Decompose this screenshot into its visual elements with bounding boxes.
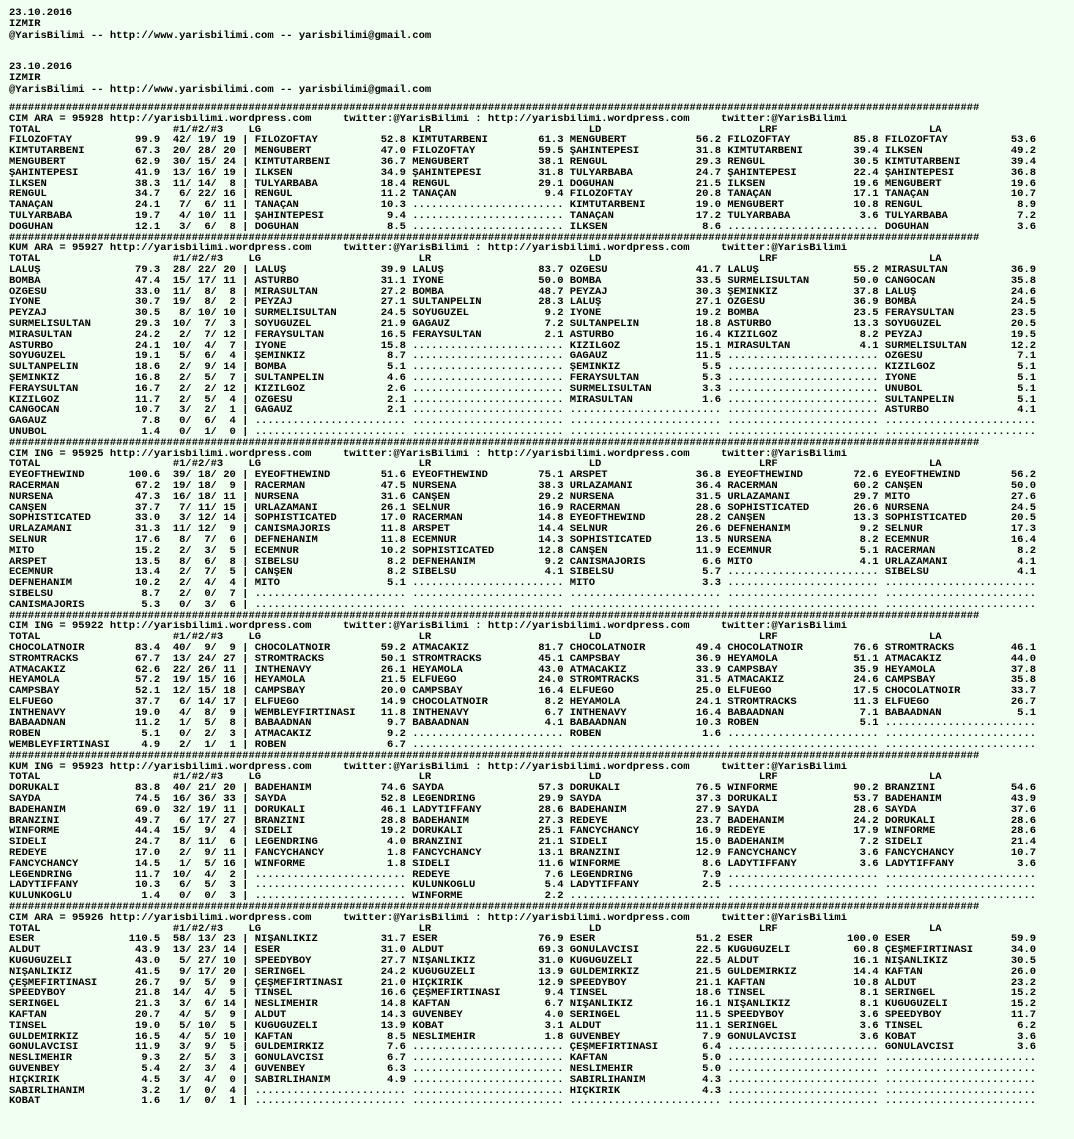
section-divider: ##########################################################################################################################################################	[9, 103, 980, 114]
table-row: HEYAMOLA 57.2 19/ 15/ 16 | HEYAMOLA 21.5 ELFUEGO 24.0 STROMTRACKS 31.5 ATMACAKIZ 24.6 CAMPSBAY 35.8	[9, 675, 1037, 687]
table-row: İLKSEN 38.3 11/ 14/ 8 | TULYARBABA 18.4 RENGÜL 29.1 DOĞUHAN 21.5 İLKSEN 19.6 MENGÜBERT 19.6	[9, 178, 1037, 190]
table-row: FANCYCHANCY 14.5 1/ 5/ 16 | WINFORME 1.8 SİDELİ 11.6 WINFORME 8.6 LADYTIFFANY 3.6 LADYTIFFANY 3.6	[9, 858, 1037, 870]
table-row: URLAZAMANI 31.3 11/ 12/ 9 | CANISMAJORIS 11.8 ARSPET 14.4 SELNUR 26.6 DEFNEHANIM 9.2 SELNUR 17.3	[9, 524, 1037, 535]
table-row: WINFORME 44.4 15/ 9/ 4 | SİDELİ 19.2 DORUKALİ 25.1 FANCYCHANCY 16.9 REDEYE 17.9 WINFORME 28.6	[9, 826, 1037, 838]
table-row: SİBELSU 8.7 2/ 0/ 7 | ........................ ........................ ........................ ........................ ........................	[9, 588, 1037, 600]
table-row: RACERMAN 67.2 19/ 18/ 9 | RACERMAN 47.5 NURSENA 38.3 URLAZAMANI 36.4 RACERMAN 60.2 CANŞEN 50.0	[9, 480, 1037, 492]
table-row: CANISMAJORIS 5.3 0/ 3/ 6 | ........................ ........................ ........................ ........................ ........................	[9, 599, 1037, 611]
table-row: SABIRLIHANIM 3.2 1/ 0/ 4 | ........................ ........................ HIÇKIRIK 4.3 ........................ ........................	[9, 1085, 1037, 1097]
table-row: REDEYE 17.0 2/ 9/ 11 | FANCYCHANCY 1.8 FANCYCHANCY 13.1 BRANZINI 12.9 FANCYCHANCY 3.6 FANCYCHANCY 10.7	[9, 848, 1037, 859]
table-row: ATMACAKIZ 62.6 22/ 26/ 11 | INTHENAVY 26.1 HEYAMOLA 43.0 ATMACAKIZ 33.9 CAMPSBAY 35.9 HEYAMOLA 37.8	[9, 664, 1037, 676]
table-row: ARSPET 13.5 8/ 6/ 8 | SİBELSU 8.2 DEFNEHANIM 9.2 CANISMAJORIS 6.6 MİTO 4.1 URLAZAMANI 4.1	[9, 556, 1037, 568]
table-row: GONULAVCISI 11.9 3/ 9/ 5 | GÜLDEMİRKIZ 7.6 ........................ ÇEŞMEFIRTINASI 6.4 ........................ GONULAVCISI 3.6	[9, 1042, 1037, 1054]
table-row: KAFTAN 20.7 4/ 5/ 9 | ALDUT 14.3 GUVENBEY 4.0 SERİNGEL 11.5 SPEEDYBOY 3.6 SPEEDYBOY 11.7	[9, 1010, 1037, 1021]
table-row: SULTANPELİN 18.6 2/ 9/ 14 | BOMBA 5.1 ........................ ŞEMİNKIZ 5.5 ........................ KIZILGÖZ 5.1	[9, 362, 1037, 373]
table-row: SPEEDYBOY 21.8 14/ 4/ 5 | TİNSEL 16.6 ÇEŞMEFIRTINASI 9.4 TİNSEL 18.6 TİNSEL 8.1 SERİNGEL 15.2	[9, 988, 1037, 1000]
table-row: KIMTUTARBENİ 67.3 20/ 28/ 20 | MENGÜBERT 47.0 FILOZOFTAY 59.5 ŞAHİNTEPESİ 31.8 KIMTUTARBENİ 39.4 İLKSEN 49.2	[9, 146, 1037, 158]
header-date: 23.10.2016	[9, 61, 73, 74]
table-row: ROBEN 5.1 0/ 2/ 3 | ATMACAKIZ 9.2 ........................ ROBEN 1.6 ........................ ........................	[9, 729, 1037, 741]
table-row: BRANZINI 49.7 6/ 17/ 27 | BRANZINI 28.8 BADEHANIM 27.3 REDEYE 23.7 BADEHANIM 24.2 DORUKALİ 28.6	[9, 815, 1037, 827]
table-row: MİTO 15.2 2/ 3/ 5 | ECEMNUR 10.2 SOPHISTICATED 12.8 CANŞEN 11.9 ECEMNUR 5.1 RACERMAN 8.2	[9, 545, 1037, 557]
table-row: ŞEMİNKIZ 16.8 2/ 5/ 7 | SULTANPELİN 4.6 ........................ FERAYSULTAN 5.3 ........................ İYONE 5.1	[9, 372, 1037, 384]
table-row: TULYARBABA 19.7 4/ 10/ 11 | ŞAHİNTEPESİ 9.4 ........................ TANAÇAN 17.2 TULYARBABA 3.6 TULYARBABA 7.2	[9, 211, 1037, 222]
section-divider: ##########################################################################################################################################################	[9, 232, 980, 244]
table-row: NESLİMEHİR 9.3 2/ 5/ 3 | GONULAVCISI 6.7 ........................ KAFTAN 5.0 ........................ ........................	[9, 1053, 1037, 1064]
table-row: CANGOCAN 10.7 3/ 2/ 1 | GAGAUZ 2.1 ........................ ........................ ........................ ASTURBO 4.1	[9, 405, 1037, 417]
table-row: SAYDA 74.5 16/ 36/ 33 | SAYDA 52.8 LEGENDRING 29.9 SAYDA 37.3 DORUKALİ 53.7 BADEHANIM 43.9	[9, 794, 1037, 805]
table-row: DORUKALİ 83.8 40/ 21/ 20 | BADEHANIM 74.6 SAYDA 57.3 DORUKALİ 76.5 WINFORME 90.2 BRANZINI 54.6	[9, 783, 1037, 795]
table-row: ÜNÜBOL 1.4 0/ 1/ 0 | ........................ ........................ ........................ ........................ ........................	[9, 426, 1037, 438]
table-row: CAMPSBAY 52.1 12/ 15/ 18 | CAMPSBAY 20.0 CAMPSBAY 16.4 ELFUEGO 25.0 ELFUEGO 17.5 CHOCOLATNOIR 33.7	[9, 686, 1037, 697]
header-block-2	[9, 62, 1074, 96]
section-divider: ##########################################################################################################################################################	[9, 750, 980, 762]
header-contact: @YarisBilimi -- http://www.yarisbilimi.com -- yarisbilimi@gmail.com	[9, 83, 432, 96]
table-row: SELNUR 17.6 8/ 7/ 6 | DEFNEHANIM 11.8 ECEMNUR 14.3 SOPHISTICATED 13.5 NURSENA 8.2 ECEMNUR 16.4	[9, 534, 1037, 546]
table-row: FERAYSULTAN 16.7 2/ 2/ 12 | KIZILGÖZ 2.6 ........................ SÜRMELİSULTAN 3.3 ........................ ÜNÜBOL 5.1	[9, 383, 1037, 395]
table-row: LADYTIFFANY 10.3 6/ 5/ 3 | ........................ KULUNKOĞLU 5.4 LADYTIFFANY 2.5 ........................ ........................	[9, 880, 1037, 892]
table-row: BADEHANIM 69.0 32/ 19/ 11 | DORUKALİ 46.1 LADYTIFFANY 28.6 BADEHANIM 27.9 SAYDA 28.6 SAYDA 37.6	[9, 804, 1037, 816]
table-row: İYONE 30.7 19/ 8/ 2 | PEYZAJ 27.1 SULTANPELİN 28.3 LALUŞ 27.1 ÖZGESU 36.9 BOMBA 24.5	[9, 297, 1037, 309]
column-header-row: TOTAL #1/#2/#3 LG LR LD LRF LA	[9, 124, 942, 136]
table-row: ALDUT 43.9 13/ 23/ 14 | ESER 31.0 ALDUT 69.3 GONULAVCISI 22.5 KUGUGÜZELİ 60.8 ÇEŞMEFIRTINASI 34.0	[9, 945, 1037, 957]
table-row: LALUŞ 79.3 28/ 22/ 20 | LALUŞ 39.9 LALUŞ 83.7 ÖZGESU 41.7 LALUŞ 55.2 MİRASULTAN 36.9	[9, 265, 1037, 276]
header-contact: @YarisBilimi -- http://www.yarisbilimi.com -- yarisbilimi@gmail.com	[9, 29, 432, 42]
table-row: ÖZGESU 33.0 11/ 8/ 8 | MİRASULTAN 27.2 BOMBA 48.7 PEYZAJ 30.3 ŞEMİNKIZ 37.8 LALUŞ 24.6	[9, 286, 1037, 298]
table-row: EYEOFTHEWIND 100.6 39/ 18/ 20 | EYEOFTHEWIND 51.6 EYEOFTHEWIND 75.1 ARSPET 36.8 EYEOFTHEWIND 72.6 EYEOFTHEWIND 56.2	[9, 470, 1037, 481]
table-row: SOYUGÜZEL 19.1 5/ 6/ 4 | ŞEMİNKIZ 8.7 ........................ GAGAUZ 11.5 ........................ ÖZGESU 7.1	[9, 351, 1037, 363]
header-block-1	[9, 8, 1074, 42]
race-title: CIM ARA = 95928 http://yarisbilimi.wordpress.com twitter:@YarisBilimi : http://yarisbilimi.wordpress.com twitter:@YarisBilimi	[9, 113, 848, 125]
table-row: KULUNKOĞLU 1.4 0/ 0/ 3 | ........................ WINFORME 2.2 ........................ ........................ ........................	[9, 891, 1037, 903]
header-date: 23.10.2016	[9, 7, 73, 19]
table-row: SOPHISTICATED 33.0 3/ 12/ 14 | SOPHISTICATED 17.0 RACERMAN 14.8 EYEOFTHEWIND 28.2 CANŞEN 13.3 SOPHISTICATED 20.5	[9, 513, 1037, 525]
column-header-row: TOTAL #1/#2/#3 LG LR LD LRF LA	[9, 923, 942, 935]
race-title: CIM ARA = 95926 http://yarisbilimi.wordpress.com twitter:@YarisBilimi : http://yarisbilimi.wordpress.com twitter:@YarisBilimi	[9, 912, 848, 924]
header-city: IZMIR	[9, 18, 41, 31]
table-row: ASTURBO 24.1 10/ 4/ 7 | İYONE 15.8 ........................ KIZILGÖZ 15.1 MİRASULTAN 4.1 SÜRMELİSULTAN 12.2	[9, 340, 1037, 352]
table-row: KUGUGÜZELİ 43.0 5/ 27/ 10 | SPEEDYBOY 27.7 NİŞANLIKIZ 31.0 KUGUGÜZELİ 22.5 ALDUT 16.1 NİŞANLIKIZ 30.5	[9, 956, 1037, 967]
column-header-row: TOTAL #1/#2/#3 LG LR LD LRF LA	[9, 459, 942, 471]
table-row: HIÇKIRIK 4.5 3/ 4/ 0 | SABIRLIHANIM 4.9 ........................ SABIRLIHANIM 4.3 ........................ ........................	[9, 1074, 1037, 1086]
table-row: FILOZOFTAY 99.9 42/ 19/ 19 | FILOZOFTAY 52.8 KIMTUTARBENİ 61.3 MENGÜBERT 56.2 FILOZOFTAY 85.8 FILOZOFTAY 53.6	[9, 135, 1037, 147]
table-row: CHOCOLATNOIR 83.4 40/ 9/ 9 | CHOCOLATNOIR 59.2 ATMACAKIZ 81.7 CHOCOLATNOIR 49.4 CHOCOLATNOIR 76.6 STROMTRACKS 46.1	[9, 642, 1037, 654]
table-row: INTHENAVY 19.0 4/ 8/ 9 | WEMBLEYFIRTINASI 11.8 INTHENAVY 6.7 INTHENAVY 16.4 BABAADNAN 7.1 BABAADNAN 5.1	[9, 707, 1037, 719]
table-row: ESER 110.5 58/ 13/ 23 | NİŞANLIKIZ 31.7 ESER 76.9 ESER 51.2 ESER 100.0 ESER 59.9	[9, 934, 1037, 946]
table-row: KOBAT 1.6 1/ 0/ 1 | ........................ ........................ ........................ ........................ ........................	[9, 1096, 1037, 1108]
table-row: ÇEŞMEFIRTINASI 26.7 9/ 5/ 9 | ÇEŞMEFIRTINASI 21.0 HIÇKIRIK 12.9 SPEEDYBOY 21.1 KAFTAN 10.8 ALDUT 23.2	[9, 977, 1037, 989]
table-row: BABAADNAN 11.2 1/ 5/ 8 | BABAADNAN 9.7 BABAADNAN 4.1 BABAADNAN 10.3 ROBEN 5.1 ........................	[9, 718, 1037, 730]
table-row: STROMTRACKS 67.7 13/ 24/ 27 | STROMTRACKS 50.1 STROMTRACKS 45.1 CAMPSBAY 36.9 HEYAMOLA 51.1 ATMACAKIZ 44.0	[9, 653, 1037, 665]
table-row: MENGÜBERT 62.9 30/ 15/ 24 | KIMTUTARBENİ 36.7 MENGÜBERT 38.1 RENGÜL 29.3 RENGÜL 30.5 KIMTUTARBENİ 39.4	[9, 157, 1037, 168]
header-city: IZMIR	[9, 72, 41, 85]
column-header-row: TOTAL #1/#2/#3 LG LR LD LRF LA	[9, 632, 942, 643]
table-row: WEMBLEYFIRTINASI 4.9 2/ 1/ 1 | ROBEN 6.7 ........................ ........................ ........................ ........................	[9, 740, 1037, 751]
race-title: KUM ING = 95923 http://yarisbilimi.wordpress.com twitter:@YarisBilimi : http://yarisbilimi.wordpress.com twitter:@YarisBilimi	[9, 761, 848, 773]
table-row: BOMBA 47.4 15/ 17/ 11 | ASTURBO 31.1 İYONE 50.0 BOMBA 33.5 SÜRMELİSULTAN 50.0 CANGOCAN 35.8	[9, 275, 1037, 287]
table-row: KIZILGÖZ 11.7 2/ 5/ 4 | ÖZGESU 2.1 ........................ MİRASULTAN 1.6 ........................ SULTANPELİN 5.1	[9, 394, 1037, 406]
race-title: KUM ARA = 95927 http://yarisbilimi.wordpress.com twitter:@YarisBilimi : http://yarisbilimi.wordpress.com twitter:@YarisBilimi	[9, 243, 848, 255]
table-row: DOĞUHAN 12.1 3/ 6/ 8 | DOĞUHAN 8.5 ........................ İLKSEN 8.6 ........................ DOĞUHAN 3.6	[9, 221, 1037, 233]
table-row: TANAÇAN 24.1 7/ 6/ 11 | TANAÇAN 10.3 ........................ KIMTUTARBENİ 19.0 MENGÜBERT 10.8 RENGÜL 8.9	[9, 200, 1037, 212]
table-row: ŞAHİNTEPESİ 41.9 13/ 16/ 19 | İLKSEN 34.9 ŞAHİNTEPESİ 31.8 TULYARBABA 24.7 ŞAHİNTEPESİ 22.4 ŞAHİNTEPESİ 36.8	[9, 167, 1037, 179]
race-title: CIM ING = 95922 http://yarisbilimi.wordpress.com twitter:@YarisBilimi : http://yarisbilimi.wordpress.com twitter:@YarisBilimi	[9, 621, 848, 633]
table-row: ECEMNUR 13.4 2/ 7/ 5 | CANŞEN 8.2 SİBELSU 4.1 SİBELSU 5.7 ........................ SİBELSU 4.1	[9, 567, 1037, 579]
race-report	[9, 103, 1074, 1107]
table-row: SERİNGEL 21.3 3/ 6/ 14 | NESLİMEHİR 14.8 KAFTAN 6.7 NİŞANLIKIZ 16.1 NİŞANLIKIZ 8.1 KUGUGÜZELİ 15.2	[9, 999, 1037, 1010]
table-row: MİRASULTAN 24.2 2/ 7/ 12 | FERAYSULTAN 16.5 FERAYSULTAN 2.1 ASTURBO 16.4 KIZILGÖZ 8.2 PEYZAJ 19.5	[9, 329, 1037, 341]
table-row: PEYZAJ 30.5 8/ 10/ 10 | SÜRMELİSULTAN 24.5 SOYUGÜZEL 9.2 İYONE 19.2 BOMBA 23.5 FERAYSULTAN 23.5	[9, 308, 1037, 319]
table-row: LEGENDRING 11.7 10/ 4/ 2 | ........................ REDEYE 7.6 LEGENDRING 7.9 ........................ ........................	[9, 869, 1037, 881]
table-row: SÜRMELİSULTAN 29.3 10/ 7/ 3 | SOYUGÜZEL 21.9 GAGAUZ 7.2 SULTANPELİN 18.8 ASTURBO 13.3 SOYUGÜZEL 20.5	[9, 319, 1037, 330]
table-row: SİDELİ 24.7 8/ 11/ 6 | LEGENDRING 4.0 BRANZINI 21.1 SİDELİ 15.0 BADEHANIM 7.2 SİDELİ 21.4	[9, 837, 1037, 849]
column-header-row: TOTAL #1/#2/#3 LG LR LD LRF LA	[9, 772, 942, 784]
race-title: CIM ING = 95925 http://yarisbilimi.wordpress.com twitter:@YarisBilimi : http://yarisbilimi.wordpress.com twitter:@YarisBilimi	[9, 448, 848, 460]
table-row: GÜLDEMİRKIZ 16.5 4/ 5/ 10 | KAFTAN 8.5 NESLİMEHİR 1.8 GUVENBEY 7.9 GONULAVCISI 3.6 KOBAT 3.6	[9, 1031, 1037, 1043]
table-row: NİŞANLIKIZ 41.5 9/ 17/ 20 | SERİNGEL 24.2 KUGUGÜZELİ 13.9 GÜLDEMİRKIZ 21.5 GÜLDEMİRKIZ 14.4 KAFTAN 26.0	[9, 966, 1037, 978]
table-row: CANŞEN 37.7 7/ 11/ 15 | URLAZAMANI 26.1 SELNUR 16.9 RACERMAN 28.6 SOPHISTICATED 26.6 NURSENA 24.5	[9, 502, 1037, 514]
section-divider: ##########################################################################################################################################################	[9, 610, 980, 622]
table-row: DEFNEHANIM 10.2 2/ 4/ 4 | MİTO 5.1 ........................ MİTO 3.3 ........................ ........................	[9, 578, 1037, 589]
table-row: GUVENBEY 5.4 2/ 3/ 4 | GUVENBEY 6.3 ........................ NESLİMEHİR 5.0 ........................ ........................	[9, 1063, 1037, 1075]
table-row: GAGAUZ 7.8 0/ 6/ 4 | ........................ ........................ ........................ ........................ ........................	[9, 416, 1037, 427]
table-row: NURSENA 47.3 16/ 18/ 11 | NURSENA 31.6 CANŞEN 29.2 NURSENA 31.5 URLAZAMANI 29.7 MİTO 27.6	[9, 491, 1037, 503]
column-header-row: TOTAL #1/#2/#3 LG LR LD LRF LA	[9, 254, 942, 266]
section-divider: ##########################################################################################################################################################	[9, 902, 980, 913]
section-divider: ##########################################################################################################################################################	[9, 437, 980, 449]
table-row: TİNSEL 19.0 5/ 10/ 5 | KUGUGÜZELİ 13.9 KOBAT 3.1 ALDUT 11.1 SERİNGEL 3.6 TİNSEL 6.2	[9, 1020, 1037, 1032]
table-row: ELFUEGO 37.7 6/ 14/ 17 | ELFUEGO 14.9 CHOCOLATNOIR 8.2 HEYAMOLA 24.1 STROMTRACKS 11.3 ELFUEGO 26.7	[9, 696, 1037, 708]
table-row: RENGÜL 34.7 6/ 22/ 16 | RENGÜL 11.2 TANAÇAN 9.4 FILOZOFTAY 20.8 TANAÇAN 17.1 TANAÇAN 10.7	[9, 189, 1037, 201]
